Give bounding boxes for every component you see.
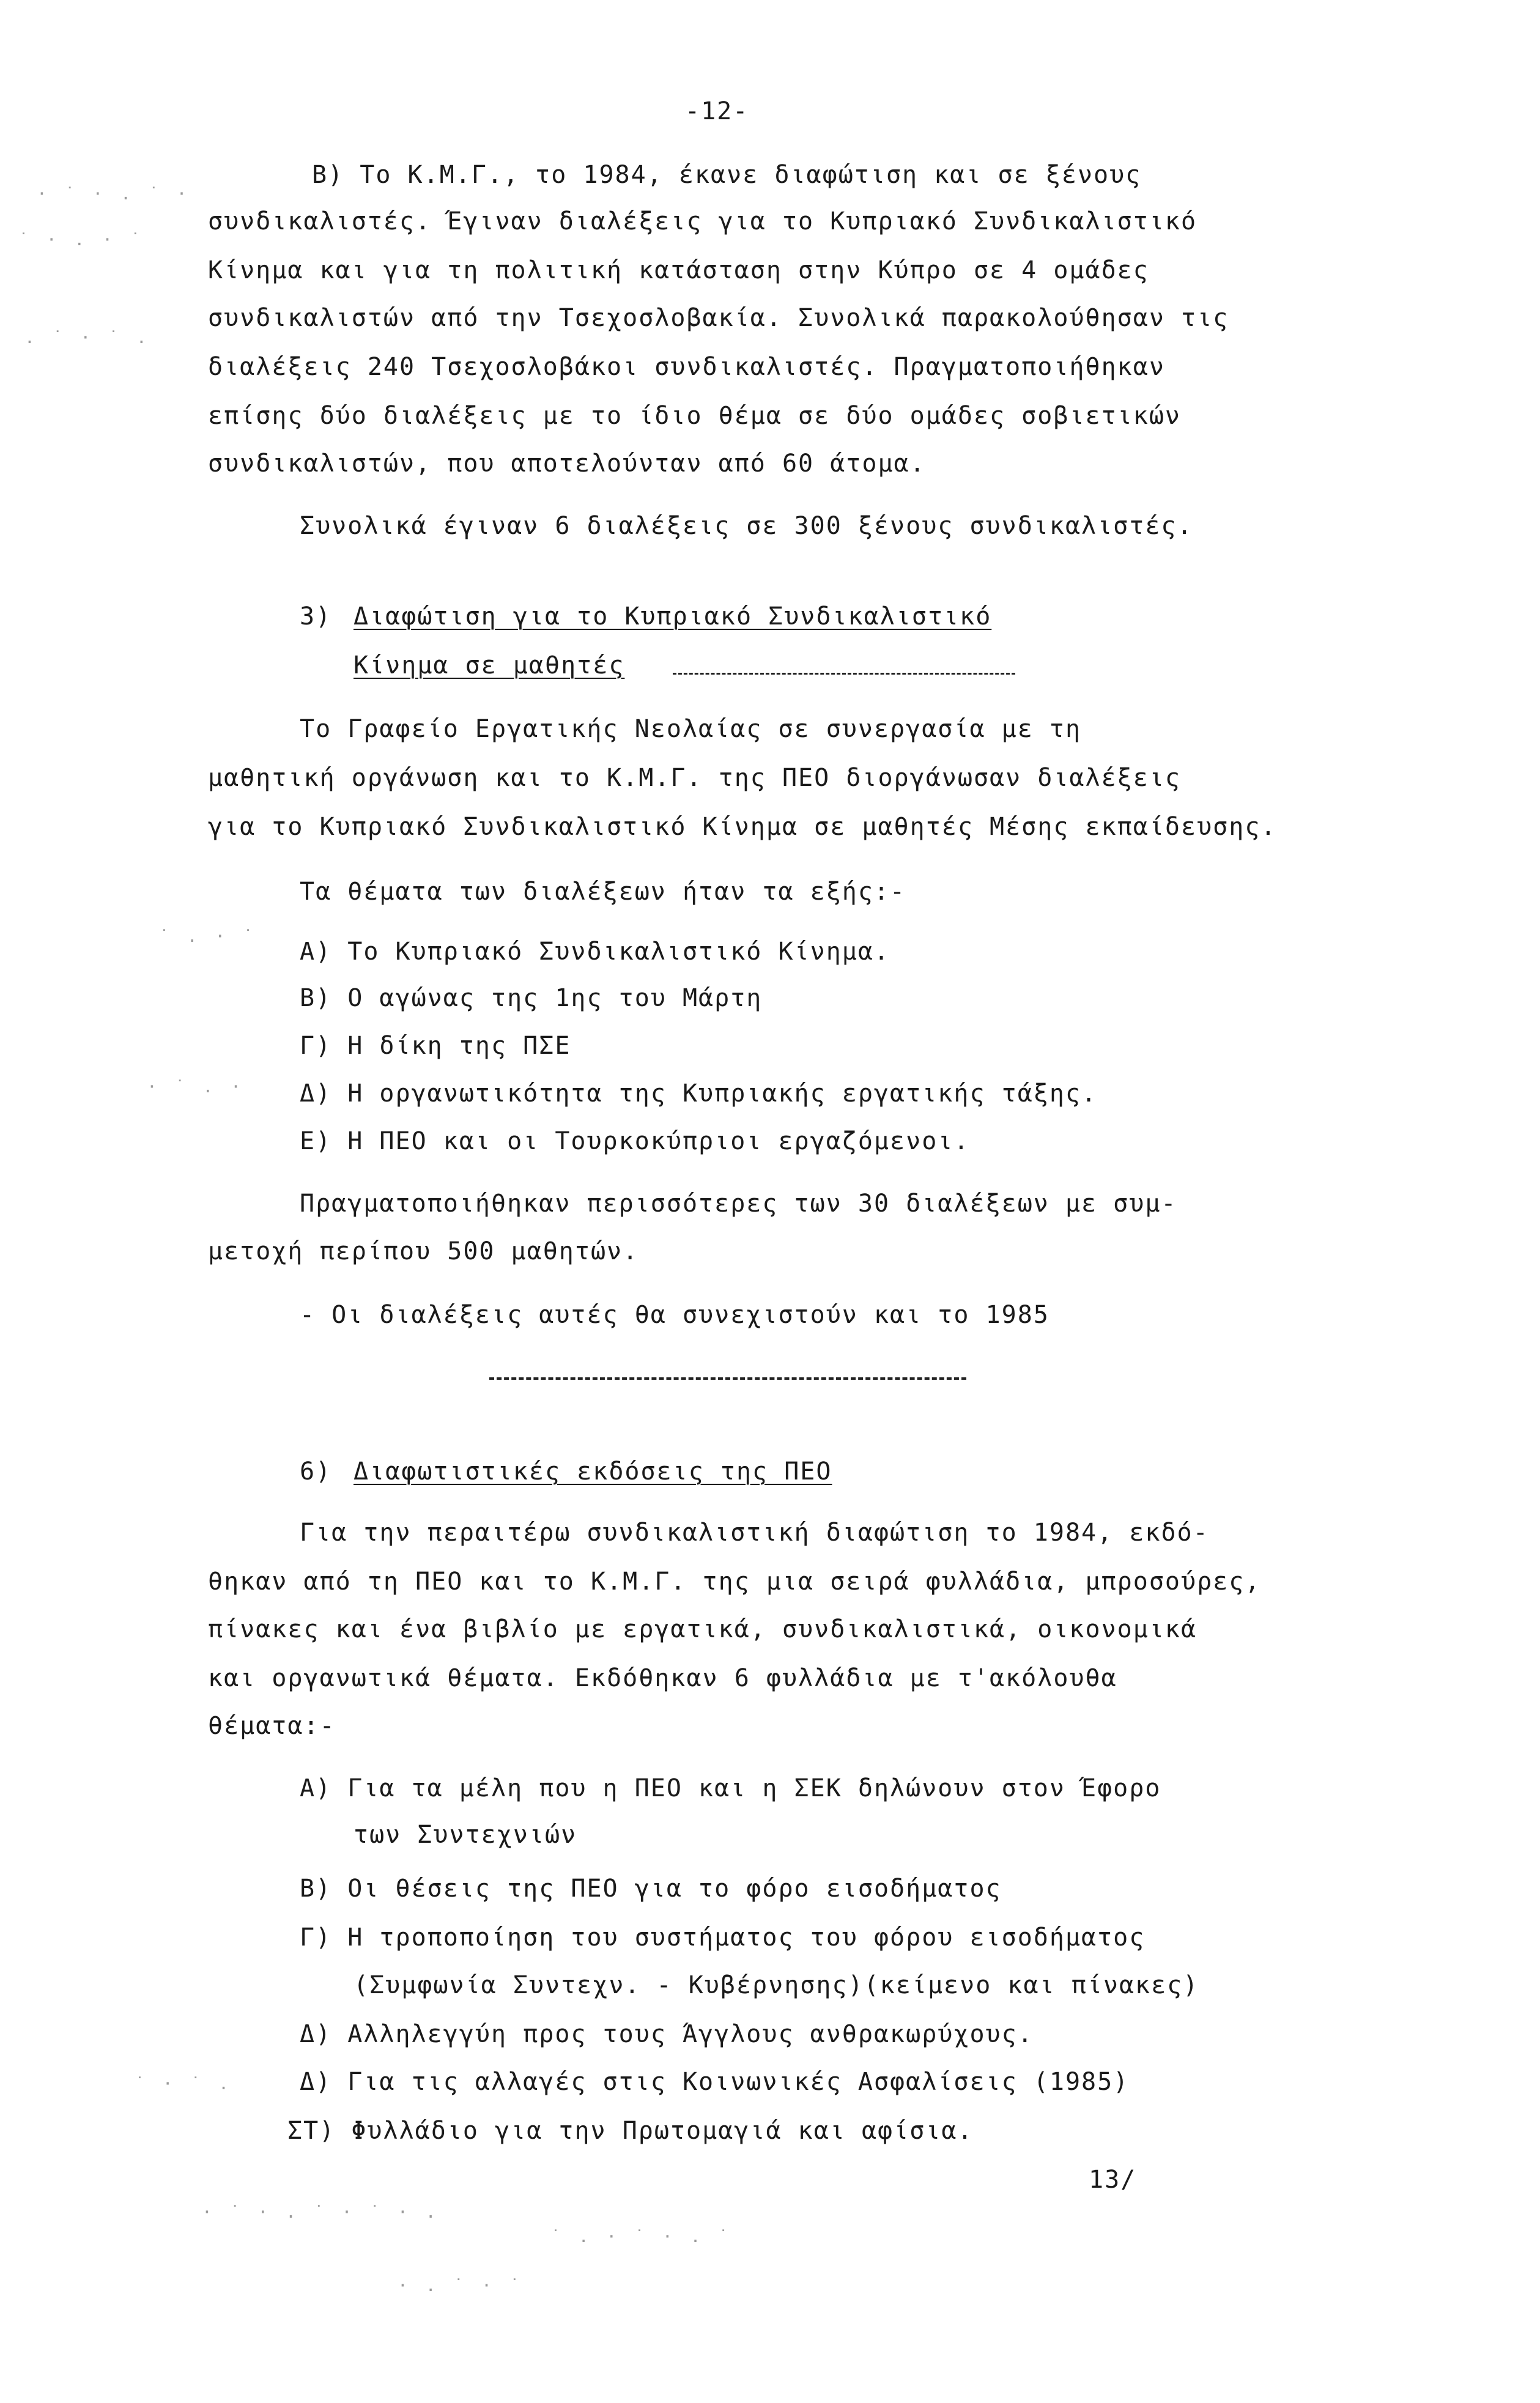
publication-item: Α) Για τα μέλη που η ΠΕΟ και η ΣΕΚ δηλώνουν στον Έφορο (300, 1774, 1161, 1802)
continuation-note: - Οι διαλέξεις αυτές θα συνεχιστούν και το 1985 (300, 1301, 1049, 1329)
results-line-1: Πραγματοποιήθηκαν περισσότερες των 30 διαλέξεων με συμ- (300, 1190, 1177, 1218)
publication-item: Β) Οι θέσεις της ΠΕΟ για το φόρο εισοδήματος (300, 1875, 1002, 1903)
section-6-paragraph-line-3: πίνακες και ένα βιβλίο με εργατικά, συνδικαλιστικά, οικονομικά (208, 1615, 1198, 1643)
publication-item: ΣΤ) Φυλλάδιο για την Πρωτομαγιά και αφίσια. (287, 2117, 974, 2145)
publication-item: Δ) Αλληλεγγύη προς τους Άγγλους ανθρακωρύχους. (300, 2020, 1034, 2048)
results-line-2: μετοχή περίπου 500 μαθητών. (208, 1237, 639, 1265)
scan-noise: · . ˙ · ˙ (398, 2275, 524, 2295)
section-6-paragraph-line-1: Για την περαιτέρω συνδικαλιστική διαφώτιση το 1984, εκδό- (300, 1519, 1209, 1547)
scan-noise: ˙ . · ˙ (159, 926, 257, 946)
section-3-paragraph-line-1: Το Γραφείο Εργατικής Νεολαίας σε συνεργασία με τη (300, 715, 1082, 743)
section-3-heading-line-2: Κίνημα σε μαθητές (354, 651, 625, 679)
section-b-line-1: B) Το Κ.Μ.Γ., το 1984, έκανε διαφώτιση και σε ξένους (312, 161, 1142, 189)
topic-item: Ε) Η ΠΕΟ και οι Τουρκοκύπριοι εργαζόμενοι. (300, 1127, 970, 1155)
section-3-heading-line-1: Διαφώτιση για το Κυπριακό Συνδικαλιστικό (354, 602, 992, 631)
section-b-total: Συνολικά έγιναν 6 διαλέξεις σε 300 ξένους συνδικαλιστές. (300, 512, 1193, 540)
section-3-number: 3) (300, 602, 332, 631)
scan-noise: . ˙ · ˙ . (24, 327, 150, 347)
section-3-paragraph-line-3: για το Κυπριακό Συνδικαλιστικό Κίνημα σε μαθητές Μέσης εκπαίδευσης. (208, 813, 1277, 841)
section-6-number: 6) (300, 1457, 332, 1486)
section-6-heading: Διαφωτιστικές εκδόσεις της ΠΕΟ (354, 1457, 832, 1486)
section-b-line-4: συνδικαλιστών από την Τσεχοσλοβακία. Συνολικά παρακολούθησαν τις (208, 304, 1229, 332)
topic-item: Δ) Η οργανωτικότητα της Κυπριακής εργατικής τάξης. (300, 1079, 1098, 1108)
publication-item: Δ) Για τις αλλαγές στις Κοινωνικές Ασφαλίσεις (1985) (300, 2068, 1130, 2096)
section-b-line-3: Κίνημα και για τη πολιτική κατάσταση στην Κύπρο σε 4 ομάδες (208, 256, 1149, 284)
scan-noise: ˙ . · ˙ · . ˙ (550, 2226, 733, 2246)
heading-dash-line (673, 673, 1015, 675)
topics-intro: Τα θέματα των διαλέξεων ήταν τα εξής:- (300, 878, 906, 906)
section-6-paragraph-line-5: θέματα:- (208, 1712, 336, 1740)
publication-item-continued: των Συντεχνιών (354, 1821, 577, 1849)
section-6-paragraph-line-4: και οργανωτικά θέματα. Εκδόθηκαν 6 φυλλάδια με τ'ακόλουθα (208, 1664, 1117, 1692)
section-b-line-6: επίσης δύο διαλέξεις με το ίδιο θέμα σε δύο ομάδες σοβιετικών (208, 402, 1182, 430)
scan-noise: · ˙ · . ˙ · (37, 183, 191, 204)
section-b-line-5: διαλέξεις 240 Τσεχοσλοβάκοι συνδικαλιστές. Πραγματοποιήθηκαν (208, 353, 1165, 381)
scan-noise: · ˙ · . ˙ · ˙ · . (202, 2202, 440, 2222)
scan-noise: ˙ · ˙ . (135, 2073, 233, 2094)
publication-item-continued: (Συμφωνία Συντεχν. - Κυβέρνησης)(κείμενο και πίνακες) (354, 1971, 1199, 1999)
topic-item: Γ) Η δίκη της ΠΣΕ (300, 1032, 571, 1060)
page-number: -12- (685, 97, 749, 125)
topic-item: Β) Ο αγώνας της 1ης του Μάρτη (300, 984, 763, 1012)
scan-noise: · ˙ . · (147, 1076, 245, 1097)
topic-item: Α) Το Κυπριακό Συνδικαλιστικό Κίνημα. (300, 938, 890, 966)
publication-item: Γ) Η τροποποίηση του συστήματος του φόρου εισοδήματος (300, 1924, 1146, 1952)
separator-dash-line (489, 1377, 966, 1380)
scan-noise: ˙ · . · ˙ (18, 229, 144, 250)
section-b-line-7: συνδικαλιστών, που αποτελούνταν από 60 άτομα. (208, 450, 926, 478)
section-6-paragraph-line-2: θηκαν από τη ΠΕΟ και το Κ.Μ.Γ. της μια σειρά φυλλάδια, μπροσούρες, (208, 1568, 1261, 1596)
footer-page-marker: 13/ (1089, 2166, 1137, 2194)
section-b-line-2: συνδικαλιστές. Έγιναν διαλέξεις για το Κυπριακό Συνδικαλιστικό (208, 207, 1198, 235)
section-3-paragraph-line-2: μαθητική οργάνωση και το Κ.Μ.Γ. της ΠΕΟ διοργάνωσαν διαλέξεις (208, 764, 1182, 792)
